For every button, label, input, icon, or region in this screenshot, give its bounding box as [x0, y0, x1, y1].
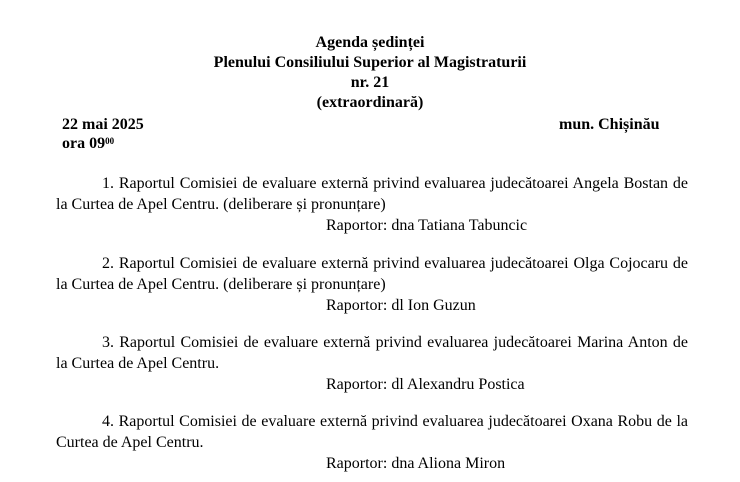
- session-type: (extraordinară): [316, 94, 424, 111]
- agenda-item-3: [56, 332, 688, 395]
- agenda-item-reporter: Raportor: dna Tatiana Tabuncic: [326, 217, 528, 234]
- session-number: nr. 21: [350, 74, 390, 91]
- session-city: mun. Chișinău: [559, 116, 660, 133]
- agenda-item-4: [56, 411, 688, 474]
- agenda-item-reporter: Raportor: dl Ion Guzun: [326, 297, 476, 314]
- agenda-item-text: 1. Raportul Comisiei de evaluare externă privind evaluarea judecătoarei Angela Bostan de la Curtea de Apel Centru. (deliberare și pronunțare): [56, 175, 688, 213]
- agenda-item-reporter: Raportor: dna Aliona Miron: [326, 455, 506, 472]
- agenda-item-text: 2. Raportul Comisiei de evaluare externă privind evaluarea judecătoarei Olga Cojocaru de la Curtea de Apel Centru. (deliberare și pronunțare): [56, 255, 688, 293]
- agenda-title: Agenda ședinței: [315, 34, 425, 51]
- agenda-item-text: 3. Raportul Comisiei de evaluare externă privind evaluarea judecătoarei Marina Anton de la Curtea de Apel Centru.: [56, 334, 688, 372]
- session-time: [62, 134, 114, 154]
- session-time-minutes: 00: [105, 136, 115, 146]
- agenda-item-text: 4. Raportul Comisiei de evaluare externă privind evaluarea judecătoarei Oxana Robu de la Curtea de Apel Centru.: [56, 413, 688, 451]
- agenda-item-reporter: Raportor: dl Alexandru Postica: [326, 376, 525, 393]
- agenda-item-2: [56, 253, 688, 316]
- session-date: 22 mai 2025: [62, 116, 144, 133]
- council-name: Plenului Consiliului Superior al Magistraturii: [213, 54, 527, 71]
- agenda-item-1: [56, 173, 688, 236]
- session-time-hour: ora 09: [62, 135, 106, 152]
